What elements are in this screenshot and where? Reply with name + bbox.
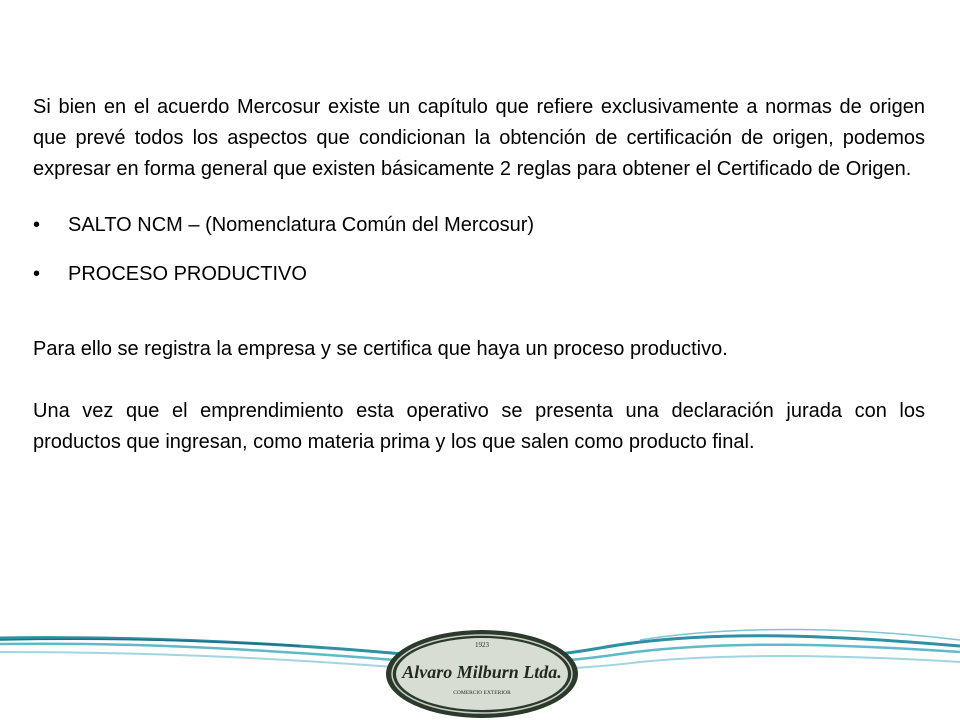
company-logo — [382, 628, 582, 720]
paragraph-declaracion: Una vez que el emprendimiento esta operativo se presenta una declaración jurada con los productos que ingresan, como materia prima y los que salen como producto final. — [33, 400, 925, 453]
bullet-marker: • — [33, 263, 41, 285]
paragraph-registro: Para ello se registra la empresa y se certifica que haya un proceso productivo. — [33, 338, 728, 360]
bullet-item-proceso-productivo — [33, 259, 925, 290]
bullet-marker: • — [33, 214, 41, 236]
logo-year: 1923 — [475, 641, 489, 649]
bullet-text: SALTO NCM – (Nomenclatura Común del Mercosur) — [68, 214, 535, 236]
logo-subtitle: COMERCIO EXTERIOR — [453, 690, 511, 696]
paragraph-intro: Si bien en el acuerdo Mercosur existe un capítulo que refiere exclusivamente a normas de origen que prevé todos los aspectos que condicionan la obtención de certificación de origen, podemos expresar en forma general que existen básicamente 2 reglas para obtener el Certificado de Origen. — [33, 96, 925, 180]
logo-name: Alvaro Milburn Ltda. — [402, 662, 562, 682]
bullet-item-salto-ncm — [33, 210, 925, 241]
slide-body — [33, 92, 925, 458]
bullet-list — [33, 210, 925, 290]
bullet-text: PROCESO PRODUCTIVO — [68, 263, 307, 285]
